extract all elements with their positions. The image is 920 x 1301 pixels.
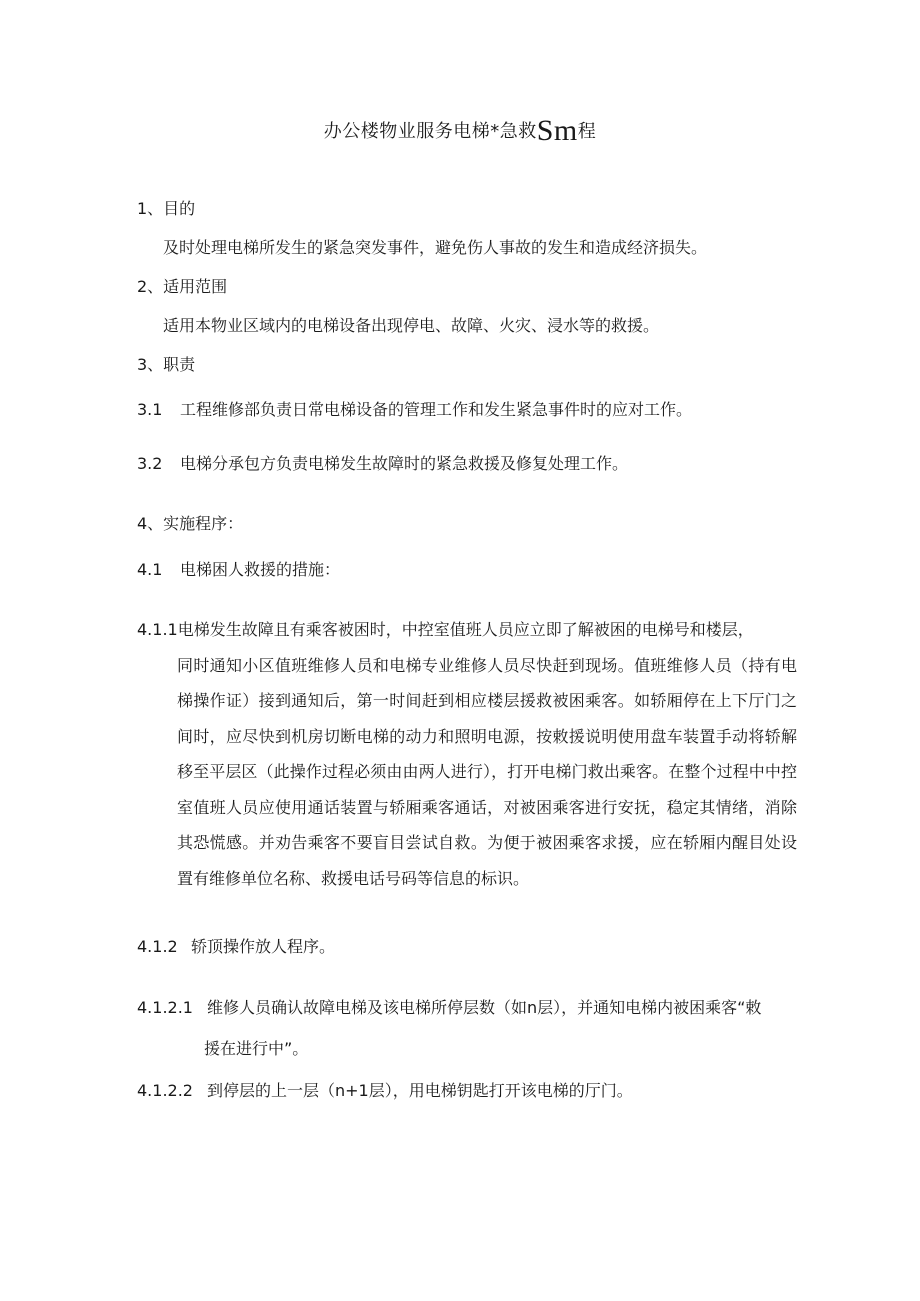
item-4-1-2-2 — [137, 1081, 633, 1101]
title-part-3: 程 — [577, 121, 597, 142]
item-4-1-2-2-number: 4.1.2.2 — [137, 1081, 193, 1100]
item-3-2 — [137, 454, 628, 474]
item-4-1-1-first-line: 4.1.1电梯发生故障且有乘客被困时，中控室值班人员应立即了解被困的电梯号和楼层， — [137, 620, 754, 639]
title-part-1: 办公楼物业服务电梯*急救 — [323, 121, 537, 142]
item-4-1-1-paragraph — [137, 612, 797, 896]
document-title — [0, 114, 920, 148]
item-4-1-1-body: 同时通知小区值班维修人员和电梯专业维修人员尽快赶到现场。值班维修人员（持有电梯操作证）接到通知后，第一时间赶到相应楼层援救被困乘客。如轿厢停在上下厅门之间时，应尽快到机房切断电梯的动力和照明电源，按敕援说明使用盘车装置手动将轿解移至平层区（此操作过程必须由由两人进行），打开电梯门救出乘客。在整个过程中中控室值班人员应使用通话装置与轿厢乘客通话，对被困乘客进行安抚，稳定其情绪，消除其恐慌感。并劝告乘客不要盲目尝试自救。为便于被困乘客求援，应在轿厢内醒目处设置有维修单位名称、救援电话号码等信息的标识。 — [177, 655, 797, 888]
section-2-body: 适用本物业区域内的电梯设备出现停电、故障、火灾、浸水等的救援。 — [163, 316, 660, 335]
item-4-1-2-number: 4.1.2 — [137, 937, 178, 956]
item-4-1-number: 4.1 — [137, 560, 163, 579]
item-3-2-number: 3.2 — [137, 454, 163, 473]
item-3-2-text: 电梯分承包方负责电梯发生故障时的紧急救援及修复处理工作。 — [180, 454, 629, 473]
item-4-1-2-1-number: 4.1.2.1 — [137, 998, 193, 1017]
item-4-1-2 — [137, 937, 335, 957]
item-3-1-number: 3.1 — [137, 400, 163, 419]
title-part-2: Sm — [536, 114, 578, 147]
section-1-body: 及时处理电梯所发生的紧急突发事件，避免伤人事故的发生和造成经济损失。 — [163, 238, 708, 257]
item-4-1-2-1-first-line: 维修人员确认故障电梯及该电梯所停层数（如n层），并通知电梯内被困乘客“敕 — [207, 998, 762, 1017]
section-3-heading: 3、职责 — [137, 355, 196, 374]
section-4-heading: 4、实施程序： — [137, 514, 244, 533]
section-2-heading: 2、适用范围 — [137, 277, 228, 296]
item-4-1-2-2-text: 到停层的上一层（n+1层），用电梯钥匙打开该电梯的厅门。 — [207, 1081, 633, 1100]
item-4-1-2-1-continuation: 援在进行中”。 — [204, 1039, 309, 1058]
item-3-1-text: 工程维修部负责日常电梯设备的管理工作和发生紧急事件时的应对工作。 — [180, 400, 693, 419]
item-4-1-2-text: 轿顶操作放人程序。 — [191, 937, 336, 956]
item-4-1-text: 电梯困人救援的措施： — [180, 560, 341, 579]
item-4-1-2-1 — [137, 998, 761, 1018]
section-1-heading: 1、目的 — [137, 199, 196, 218]
item-3-1 — [137, 400, 692, 420]
item-4-1 — [137, 560, 340, 580]
